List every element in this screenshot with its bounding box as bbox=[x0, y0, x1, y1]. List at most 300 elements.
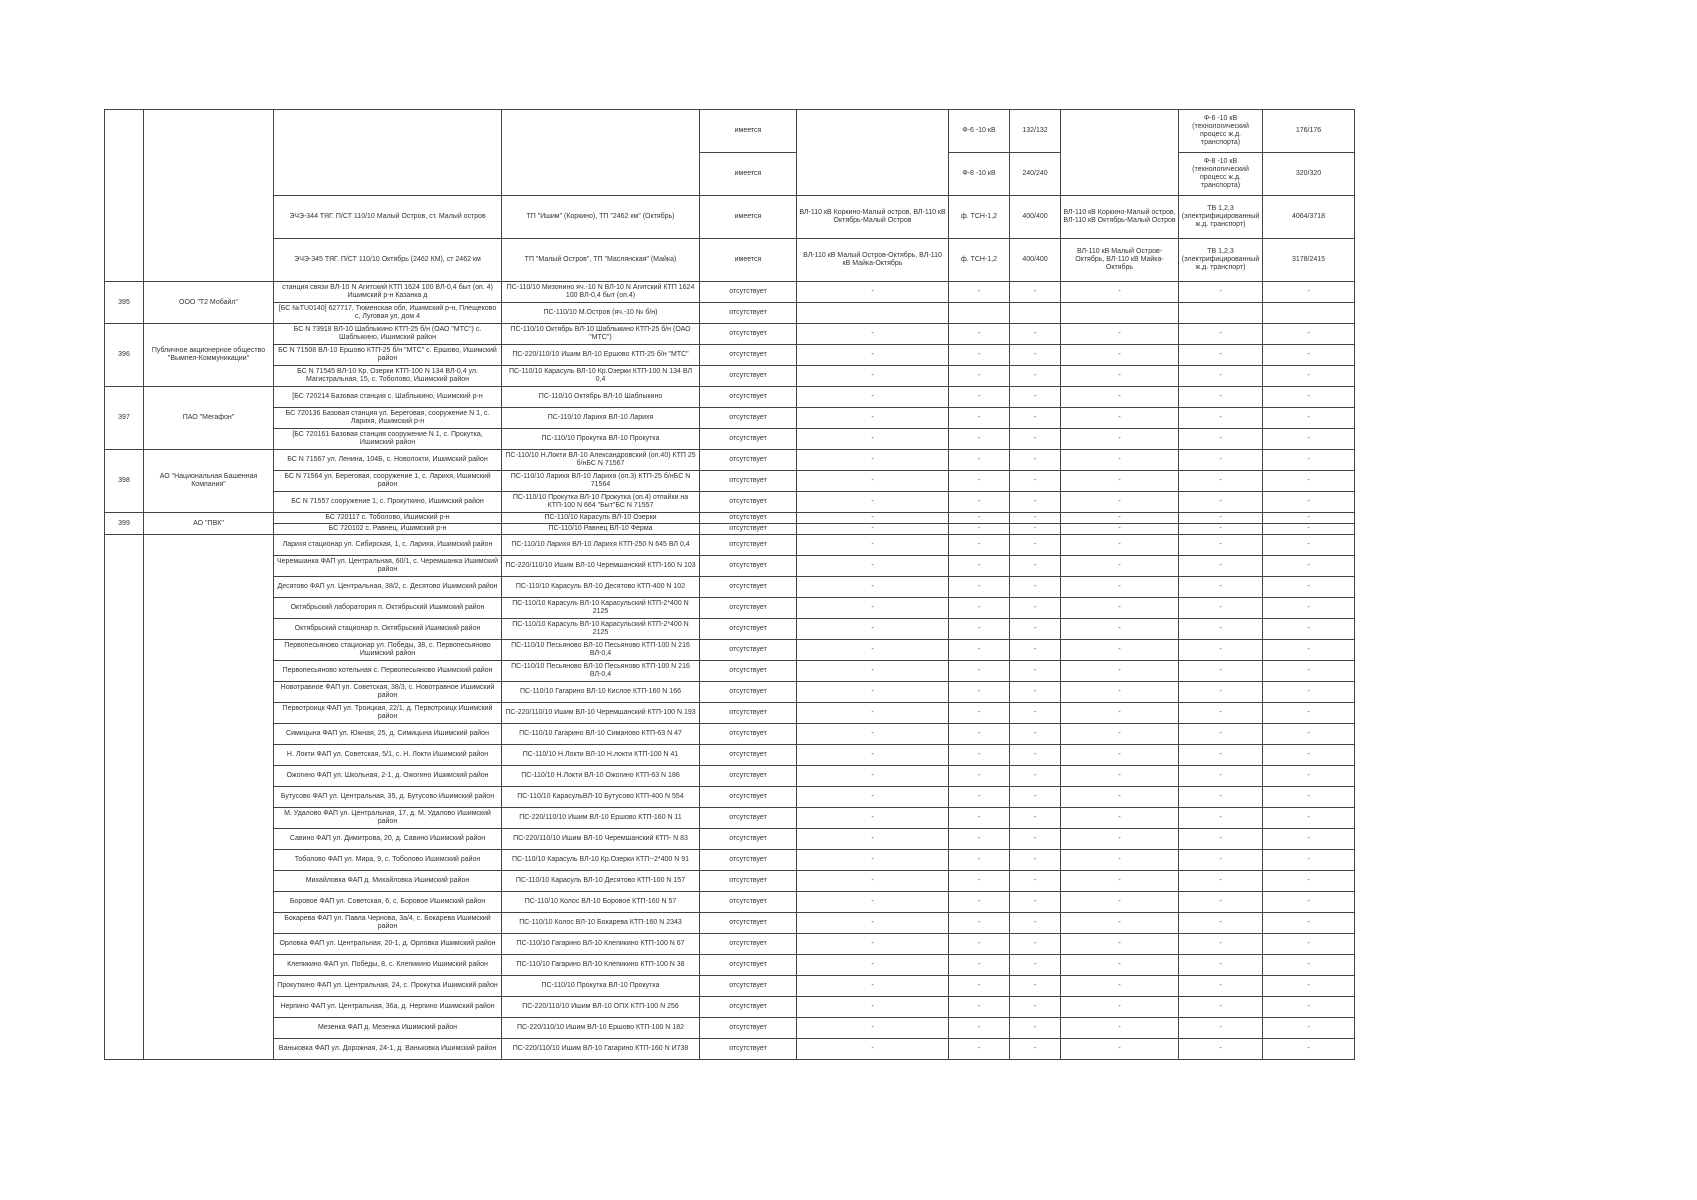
table-row bbox=[105, 766, 1355, 787]
status-cell: отсутствует bbox=[700, 766, 797, 787]
value-cell: - bbox=[949, 387, 1010, 408]
value-cell: - bbox=[949, 976, 1010, 997]
value-cell: - bbox=[797, 535, 949, 556]
table-row bbox=[105, 282, 1355, 303]
line2-cell: ВЛ-110 кВ Коркино-Малый остров, ВЛ-110 кВ Октябрь-Малый Остров bbox=[1061, 196, 1179, 239]
value-cell: - bbox=[797, 682, 949, 703]
value-cell: - bbox=[1061, 892, 1179, 913]
value-cell: - bbox=[949, 724, 1010, 745]
value-cell: - bbox=[1010, 682, 1061, 703]
value-cell: - bbox=[797, 934, 949, 955]
status-cell: отсутствует bbox=[700, 787, 797, 808]
value-cell: - bbox=[1061, 450, 1179, 471]
table-row bbox=[105, 724, 1355, 745]
value-cell: - bbox=[797, 1018, 949, 1039]
value-cell: - bbox=[1263, 976, 1355, 997]
value-cell: - bbox=[1179, 408, 1263, 429]
capacity2-cell: 176/176 bbox=[1263, 110, 1355, 153]
object-cell: Ларихя стационар ул. Сибирская, 1, с. Ларихя, Ишимский район bbox=[274, 535, 502, 556]
value-cell: - bbox=[1010, 892, 1061, 913]
value-cell: - bbox=[797, 829, 949, 850]
row-number-cell: 396 bbox=[105, 324, 144, 387]
value-cell: - bbox=[797, 808, 949, 829]
table-row bbox=[105, 976, 1355, 997]
value-cell: - bbox=[949, 703, 1010, 724]
object-cell: Октябрьский лаборатория п. Октябрьский Ишимский район bbox=[274, 598, 502, 619]
value-cell: - bbox=[949, 682, 1010, 703]
value-cell: - bbox=[1010, 598, 1061, 619]
value-cell: - bbox=[949, 524, 1010, 535]
value-cell: - bbox=[797, 787, 949, 808]
source-cell: ПС-110/10 Карасуль ВЛ-10 Десятово КТП-100 N 157 bbox=[502, 871, 700, 892]
object-cell: Новотравное ФАП ул. Советская, 38/3, с. Новотравное Ишимский район bbox=[274, 682, 502, 703]
status-cell: имеется bbox=[700, 110, 797, 153]
value-cell: - bbox=[1010, 703, 1061, 724]
value-cell: - bbox=[1010, 429, 1061, 450]
status-cell: отсутствует bbox=[700, 934, 797, 955]
value-cell: - bbox=[1263, 703, 1355, 724]
value-cell: - bbox=[797, 408, 949, 429]
table-row bbox=[105, 303, 1355, 324]
value-cell: - bbox=[797, 556, 949, 577]
capacity-cell: 400/400 bbox=[1010, 196, 1061, 239]
status-cell: отсутствует bbox=[700, 471, 797, 492]
value-cell: - bbox=[797, 324, 949, 345]
value-cell: - bbox=[949, 282, 1010, 303]
object-cell: Орловка ФАП ул. Центральная, 20-1, д. Орловка Ишимский район bbox=[274, 934, 502, 955]
status-cell: имеется bbox=[700, 196, 797, 239]
value-cell: - bbox=[1061, 556, 1179, 577]
value-cell: - bbox=[1010, 345, 1061, 366]
value-cell: - bbox=[949, 745, 1010, 766]
value-cell: - bbox=[1061, 640, 1179, 661]
object-cell: Черемшанка ФАП ул. Центральная, 60/1, с. Черемшанка Ишимский район bbox=[274, 556, 502, 577]
value-cell: - bbox=[797, 661, 949, 682]
value-cell: - bbox=[1263, 766, 1355, 787]
capacity-cell: 132/132 bbox=[1010, 110, 1061, 153]
value-cell: - bbox=[797, 387, 949, 408]
value-cell: - bbox=[1179, 892, 1263, 913]
status-cell: отсутствует bbox=[700, 1039, 797, 1060]
status-cell: отсутствует bbox=[700, 997, 797, 1018]
table-row bbox=[105, 408, 1355, 429]
source-cell: ПС-220/110/10 Ишим ВЛ-10 Ершово КТП-100 N 182 bbox=[502, 1018, 700, 1039]
table-row bbox=[105, 450, 1355, 471]
value-cell: - bbox=[1061, 324, 1179, 345]
status-cell: отсутствует bbox=[700, 661, 797, 682]
source-cell: ПС-110/10 Мизонино яч.-10 N ВЛ-10 N Агитский КТП 1624 100 ВЛ-0,4 быт (оп.4) bbox=[502, 282, 700, 303]
value-cell: - bbox=[1179, 724, 1263, 745]
object-cell: БС N 71564 ул. Береговая, сооружение 1, с. Ларихя, Ишимский район bbox=[274, 471, 502, 492]
value-cell: - bbox=[1010, 913, 1061, 934]
value-cell: - bbox=[797, 745, 949, 766]
value-cell: - bbox=[797, 345, 949, 366]
value-cell: - bbox=[1263, 829, 1355, 850]
object-cell: Бокарева ФАП ул. Павла Чернова, 3а/4, с. Бокарева Ишимский район bbox=[274, 913, 502, 934]
feeder2-cell: ТВ 1,2,3 (электрифицированный ж.д. транспорт) bbox=[1179, 239, 1263, 282]
value-cell: - bbox=[1010, 1039, 1061, 1060]
table-row bbox=[105, 471, 1355, 492]
source-cell: ПС-110/10 Гагарино ВЛ-10 Кислое КТП-160 N 166 bbox=[502, 682, 700, 703]
value-cell: - bbox=[949, 408, 1010, 429]
value-cell: - bbox=[1263, 808, 1355, 829]
value-cell: - bbox=[1061, 524, 1179, 535]
value-cell: - bbox=[1179, 1018, 1263, 1039]
organization-cell: Публичное акционерное общество "Вымпел-Коммуникации" bbox=[144, 324, 274, 387]
value-cell: - bbox=[1179, 535, 1263, 556]
value-cell: - bbox=[1263, 619, 1355, 640]
row-number-cell bbox=[105, 110, 144, 282]
object-cell: Первотроицк ФАП ул. Троицкая, 22/1, д. Первотроицк Ишимский район bbox=[274, 703, 502, 724]
status-cell: имеется bbox=[700, 153, 797, 196]
value-cell: - bbox=[1010, 577, 1061, 598]
value-cell: - bbox=[949, 366, 1010, 387]
value-cell: - bbox=[797, 640, 949, 661]
value-cell: - bbox=[949, 808, 1010, 829]
status-cell: отсутствует bbox=[700, 535, 797, 556]
table-row bbox=[105, 703, 1355, 724]
status-cell: отсутствует bbox=[700, 955, 797, 976]
status-cell: отсутствует bbox=[700, 429, 797, 450]
source-cell: ТП "Малый Остров", ТП "Маслянская" (Майка) bbox=[502, 239, 700, 282]
value-cell: - bbox=[949, 766, 1010, 787]
value-cell: - bbox=[1010, 808, 1061, 829]
table-row bbox=[105, 429, 1355, 450]
row-number-cell: 398 bbox=[105, 450, 144, 513]
continuation-row bbox=[105, 239, 1355, 282]
value-cell: - bbox=[1061, 577, 1179, 598]
status-cell: имеется bbox=[700, 239, 797, 282]
capacity2-cell: 3178/2415 bbox=[1263, 239, 1355, 282]
value-cell: - bbox=[797, 577, 949, 598]
source-cell: ПС-220/110/10 Ишим ВЛ-10 Черемшанский КТП-100 N 193 bbox=[502, 703, 700, 724]
line-cell: ВЛ-110 кВ Коркино-Малый остров, ВЛ-110 кВ Октябрь-Малый Остров bbox=[797, 196, 949, 239]
organization-cell: ПАО "Мегафон" bbox=[144, 387, 274, 450]
status-cell: отсутствует bbox=[700, 640, 797, 661]
organization-cell: ООО "Т2 Мобайл" bbox=[144, 282, 274, 324]
feeder2-cell: ТВ 1,2,3 (электрифицированный ж.д. транспорт) bbox=[1179, 196, 1263, 239]
value-cell: - bbox=[1010, 724, 1061, 745]
value-cell: - bbox=[1263, 387, 1355, 408]
object-cell: Боровое ФАП ул. Советская, 6, с. Боровое Ишимский район bbox=[274, 892, 502, 913]
data-table bbox=[104, 109, 1355, 1060]
value-cell: - bbox=[1179, 871, 1263, 892]
status-cell: отсутствует bbox=[700, 976, 797, 997]
source-cell: ПС-110/10 Прокутка ВЛ-10 Прокутка bbox=[502, 429, 700, 450]
value-cell: - bbox=[1010, 766, 1061, 787]
object-cell: Тоболово ФАП ул. Мира, 9, с. Тоболово Ишимский район bbox=[274, 850, 502, 871]
table-row bbox=[105, 387, 1355, 408]
source-cell: ПС-220/110/10 Ишим ВЛ-10 Ершово КТП-160 N 11 bbox=[502, 808, 700, 829]
value-cell: - bbox=[1179, 345, 1263, 366]
value-cell: - bbox=[797, 524, 949, 535]
value-cell: - bbox=[1061, 976, 1179, 997]
value-cell: - bbox=[1010, 934, 1061, 955]
status-cell: отсутствует bbox=[700, 1018, 797, 1039]
source-cell: ПС-110/10 Н.Локти ВЛ-10 Александровский (оп.40) КТП 25 б/нБС N 71567 bbox=[502, 450, 700, 471]
value-cell: - bbox=[1010, 513, 1061, 524]
source-cell: ПС-110/10 Прокутка ВЛ-10 Прокутка bbox=[502, 976, 700, 997]
value-cell: - bbox=[1061, 598, 1179, 619]
value-cell: - bbox=[1061, 682, 1179, 703]
source-cell bbox=[502, 110, 700, 196]
table-row bbox=[105, 997, 1355, 1018]
value-cell: - bbox=[949, 429, 1010, 450]
status-cell: отсутствует bbox=[700, 387, 797, 408]
table-row bbox=[105, 513, 1355, 524]
value-cell: - bbox=[1010, 324, 1061, 345]
value-cell: - bbox=[1263, 524, 1355, 535]
value-cell: - bbox=[949, 598, 1010, 619]
source-cell: ПС-110/10 Гагарино ВЛ-10 Симаново КТП-63 N 47 bbox=[502, 724, 700, 745]
value-cell: - bbox=[1263, 661, 1355, 682]
table-row bbox=[105, 1039, 1355, 1060]
line2-cell: ВЛ-110 кВ Малый Остров-Октябрь, ВЛ-110 кВ Майка-Октябрь bbox=[1061, 239, 1179, 282]
value-cell: - bbox=[1061, 345, 1179, 366]
value-cell: - bbox=[1263, 913, 1355, 934]
spreadsheet-page bbox=[104, 109, 1355, 1060]
source-cell: ПС-110/10 М.Остров (яч.-10 № б/н) bbox=[502, 303, 700, 324]
value-cell: - bbox=[1010, 535, 1061, 556]
source-cell: ПС-110/10 Гагарино ВЛ-10 Клепикино КТП-100 N 67 bbox=[502, 934, 700, 955]
value-cell: - bbox=[1263, 429, 1355, 450]
value-cell: - bbox=[797, 997, 949, 1018]
value-cell: - bbox=[1179, 766, 1263, 787]
value-cell: - bbox=[1179, 429, 1263, 450]
table-row bbox=[105, 366, 1355, 387]
object-cell: БС N 71567 ул. Ленина, 104Б, с. Новолокти, Ишимский район bbox=[274, 450, 502, 471]
value-cell: - bbox=[1263, 1018, 1355, 1039]
object-cell: М. Удалово ФАП ул. Центральная, 17, д. М. Удалово Ишимский район bbox=[274, 808, 502, 829]
feeder-cell: Ф-6 -10 кВ bbox=[949, 110, 1010, 153]
value-cell: - bbox=[949, 1018, 1010, 1039]
status-cell: отсутствует bbox=[700, 556, 797, 577]
table-row bbox=[105, 524, 1355, 535]
value-cell: - bbox=[1263, 745, 1355, 766]
source-cell: ПС-110/10 Прокутка ВЛ-10 Прокутка (оп.4) отпайки на КТП-100 N 664 "Быт"БС N 71557 bbox=[502, 492, 700, 513]
table-row bbox=[105, 661, 1355, 682]
value-cell: - bbox=[1010, 282, 1061, 303]
value-cell: - bbox=[1179, 955, 1263, 976]
status-cell: отсутствует bbox=[700, 450, 797, 471]
value-cell: - bbox=[797, 955, 949, 976]
row-number-cell: 395 bbox=[105, 282, 144, 324]
source-cell: ПС-110/10 Колос ВЛ-10 Бокарева КТП-160 N 2343 bbox=[502, 913, 700, 934]
organization-cell bbox=[144, 110, 274, 282]
value-cell: - bbox=[1010, 366, 1061, 387]
value-cell: - bbox=[797, 513, 949, 524]
organization-cell: АО "Национальная Башенная Компания" bbox=[144, 450, 274, 513]
value-cell: - bbox=[797, 976, 949, 997]
value-cell: - bbox=[1179, 1039, 1263, 1060]
value-cell: - bbox=[1010, 871, 1061, 892]
value-cell: - bbox=[1010, 976, 1061, 997]
value-cell: - bbox=[797, 598, 949, 619]
capacity2-cell: 4064/3718 bbox=[1263, 196, 1355, 239]
source-cell: ПС-110/10 Ларихя ВЛ-10 Ларихя КТП-250 N 645 ВЛ 0,4 bbox=[502, 535, 700, 556]
value-cell: - bbox=[797, 619, 949, 640]
value-cell: - bbox=[1179, 703, 1263, 724]
value-cell: - bbox=[1061, 997, 1179, 1018]
status-cell: отсутствует bbox=[700, 682, 797, 703]
table-row bbox=[105, 324, 1355, 345]
value-cell: - bbox=[1263, 955, 1355, 976]
value-cell: - bbox=[797, 429, 949, 450]
object-cell: БС N 71557 сооружение 1, с. Прокуткино, Ишимский район bbox=[274, 492, 502, 513]
line2-cell bbox=[1061, 110, 1179, 196]
table-row bbox=[105, 787, 1355, 808]
object-cell: Симицына ФАП ул. Южная, 25, д. Симицына Ишимский район bbox=[274, 724, 502, 745]
value-cell: - bbox=[949, 1039, 1010, 1060]
source-cell: ПС-110/10 Октябрь ВЛ-10 Шаблыкино КТП-25 б/н (ОАО "МТС") bbox=[502, 324, 700, 345]
value-cell: - bbox=[949, 661, 1010, 682]
value-cell: - bbox=[1263, 345, 1355, 366]
value-cell: - bbox=[1061, 661, 1179, 682]
status-cell: отсутствует bbox=[700, 829, 797, 850]
value-cell: - bbox=[1061, 619, 1179, 640]
source-cell: ПС-110/10 Гагарино ВЛ-10 Клепикино КТП-100 N 38 bbox=[502, 955, 700, 976]
object-cell: БС 720102 с. Равнец, Ишимский р-н bbox=[274, 524, 502, 535]
value-cell: - bbox=[1010, 492, 1061, 513]
object-cell: Ожогино ФАП ул. Школьная, 2-1, д. Ожогино Ишимский район bbox=[274, 766, 502, 787]
object-cell: Первопесьяново стационар ул. Победы, 38, с. Первопесьяново Ишимский район bbox=[274, 640, 502, 661]
status-cell: отсутствует bbox=[700, 892, 797, 913]
value-cell: - bbox=[1263, 535, 1355, 556]
value-cell: - bbox=[797, 1039, 949, 1060]
object-cell: Савино ФАП ул. Димитрова, 20, д. Савино Ишимский район bbox=[274, 829, 502, 850]
value-cell: - bbox=[1263, 892, 1355, 913]
value-cell: - bbox=[1263, 850, 1355, 871]
value-cell: - bbox=[1179, 997, 1263, 1018]
value-cell: - bbox=[949, 892, 1010, 913]
status-cell: отсутствует bbox=[700, 808, 797, 829]
value-cell: - bbox=[1179, 513, 1263, 524]
value-cell: - bbox=[1263, 934, 1355, 955]
value-cell: - bbox=[1179, 661, 1263, 682]
value-cell: - bbox=[1263, 324, 1355, 345]
table-row bbox=[105, 345, 1355, 366]
table-row bbox=[105, 955, 1355, 976]
object-cell: Десятово ФАП ул. Центральная, 38/2, с. Десятово Ишимский район bbox=[274, 577, 502, 598]
value-cell: - bbox=[797, 282, 949, 303]
value-cell: - bbox=[1061, 387, 1179, 408]
value-cell: - bbox=[1061, 913, 1179, 934]
source-cell: ПС-110/10 Н.Локти ВЛ-10 Н.локти КТП-100 N 41 bbox=[502, 745, 700, 766]
object-cell: Михайловка ФАП д. Михайловка Ишимский район bbox=[274, 871, 502, 892]
value-cell: - bbox=[1061, 471, 1179, 492]
value-cell: - bbox=[1010, 1018, 1061, 1039]
table-row bbox=[105, 535, 1355, 556]
object-cell: [БС №TU0140] 627717, Тюменская обл, Ишимский р-н, Плещеково с, Луговая ул, дом 4 bbox=[274, 303, 502, 324]
value-cell: - bbox=[1179, 682, 1263, 703]
value-cell: - bbox=[1179, 808, 1263, 829]
object-cell: Клепикино ФАП ул. Победы, 8, с. Клепикино Ишимский район bbox=[274, 955, 502, 976]
value-cell: - bbox=[1061, 871, 1179, 892]
source-cell: ПС-110/10 Ларихя ВЛ-10 Ларихя bbox=[502, 408, 700, 429]
value-cell bbox=[1010, 303, 1061, 324]
value-cell: - bbox=[1179, 745, 1263, 766]
status-cell: отсутствует bbox=[700, 619, 797, 640]
table-row bbox=[105, 829, 1355, 850]
value-cell: - bbox=[1061, 429, 1179, 450]
value-cell: - bbox=[1179, 976, 1263, 997]
status-cell: отсутствует bbox=[700, 345, 797, 366]
value-cell: - bbox=[949, 787, 1010, 808]
status-cell: отсутствует bbox=[700, 913, 797, 934]
source-cell: ПС-110/10 Песьяново ВЛ-10 Песьяново КТП-100 N 216 ВЛ-0,4 bbox=[502, 661, 700, 682]
feeder2-cell: Ф-6 -10 кВ (технологический процесс ж.д. транспорта) bbox=[1179, 110, 1263, 153]
value-cell: - bbox=[1263, 640, 1355, 661]
value-cell: - bbox=[1010, 619, 1061, 640]
value-cell: - bbox=[1010, 524, 1061, 535]
value-cell: - bbox=[797, 366, 949, 387]
value-cell: - bbox=[1010, 955, 1061, 976]
object-cell: Бутусово ФАП ул. Центральная, 35, д. Бутусово Ишимский район bbox=[274, 787, 502, 808]
source-cell: ПС-110/10 Равнец ВЛ-10 Ферма bbox=[502, 524, 700, 535]
value-cell: - bbox=[949, 492, 1010, 513]
value-cell: - bbox=[1061, 366, 1179, 387]
object-cell: БС N 71508 ВЛ-10 Ершово КТП-25 б/н "МТС" с. Ершово, Ишимский район bbox=[274, 345, 502, 366]
value-cell bbox=[1263, 303, 1355, 324]
value-cell: - bbox=[1061, 808, 1179, 829]
status-cell: отсутствует bbox=[700, 303, 797, 324]
value-cell: - bbox=[1263, 492, 1355, 513]
object-cell: БС 720117 с. Тоболово, Ишимский р-н bbox=[274, 513, 502, 524]
capacity2-cell: 320/320 bbox=[1263, 153, 1355, 196]
status-cell: отсутствует bbox=[700, 577, 797, 598]
object-cell: Н. Локти ФАП ул. Советская, 5/1, с. Н. Локти Ишимский район bbox=[274, 745, 502, 766]
capacity-cell: 400/400 bbox=[1010, 239, 1061, 282]
value-cell: - bbox=[949, 345, 1010, 366]
value-cell: - bbox=[1263, 366, 1355, 387]
value-cell: - bbox=[949, 913, 1010, 934]
value-cell: - bbox=[1179, 640, 1263, 661]
object-cell: Ваньковка ФАП ул. Дорожная, 24-1, д. Ваньковка Ишимский район bbox=[274, 1039, 502, 1060]
object-cell: БС N 73918 ВЛ-10 Шаблыкино КТП-25 б/н (ОАО "МТС") с. Шаблыкино, Ишимский район bbox=[274, 324, 502, 345]
object-cell bbox=[274, 110, 502, 196]
status-cell: отсутствует bbox=[700, 513, 797, 524]
value-cell: - bbox=[1061, 745, 1179, 766]
value-cell: - bbox=[949, 535, 1010, 556]
value-cell: - bbox=[949, 640, 1010, 661]
value-cell: - bbox=[1263, 282, 1355, 303]
value-cell: - bbox=[1010, 661, 1061, 682]
feeder-cell: ф. ТСН-1,2 bbox=[949, 196, 1010, 239]
value-cell: - bbox=[1263, 724, 1355, 745]
value-cell: - bbox=[949, 850, 1010, 871]
value-cell: - bbox=[949, 324, 1010, 345]
status-cell: отсутствует bbox=[700, 724, 797, 745]
object-cell: станция связи ВЛ-10 N Агитский КТП 1624 100 ВЛ-0,4 быт (оп. 4) Ишимский р-н Казанка д bbox=[274, 282, 502, 303]
value-cell: - bbox=[1179, 492, 1263, 513]
value-cell: - bbox=[797, 892, 949, 913]
value-cell: - bbox=[1061, 955, 1179, 976]
value-cell: - bbox=[1010, 471, 1061, 492]
value-cell: - bbox=[1179, 524, 1263, 535]
value-cell: - bbox=[797, 850, 949, 871]
value-cell: - bbox=[797, 450, 949, 471]
value-cell: - bbox=[1061, 703, 1179, 724]
value-cell: - bbox=[1263, 871, 1355, 892]
source-cell: ПС-110/10 Карасуль ВЛ-10 Карасульский КТП-2*400 N 2125 bbox=[502, 619, 700, 640]
value-cell: - bbox=[1061, 408, 1179, 429]
value-cell: - bbox=[1010, 745, 1061, 766]
value-cell: - bbox=[797, 913, 949, 934]
value-cell: - bbox=[1179, 598, 1263, 619]
source-cell: ПС-110/10 Карасуль ВЛ-10 Десятово КТП-400 N 102 bbox=[502, 577, 700, 598]
value-cell: - bbox=[1010, 408, 1061, 429]
table-row bbox=[105, 577, 1355, 598]
